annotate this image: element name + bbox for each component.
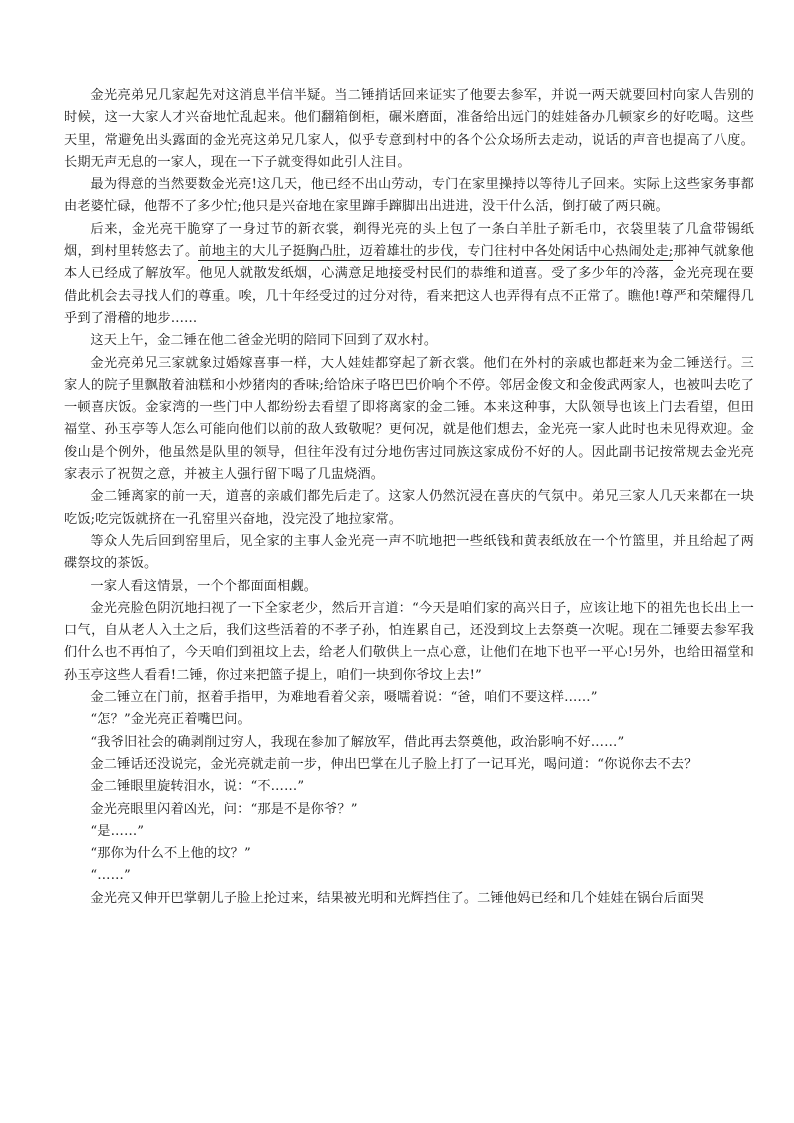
paragraph: 金光亮脸色阴沉地扫视了一下全家老少，然后开言道：“今天是咱们家的高兴日子，应该让地下的祖先也长出上一口气，自从老人入土之后，我们这些活着的不孝子孙，怕连累自己，还没到坟上去祭奠一次呢。现在二锤要去参军我们什么也不再怕了，今天咱们到祖坟上去，给老人们敬供上一点心意，让他们在地下也平一平心!另外，也给田福堂和孙玉亭这些人看看!二锤，你过来把篮子提上，咱们一块到你爷坟上去!”	[64, 600, 754, 683]
paragraph	[64, 219, 754, 330]
paragraph: “怎？”金光亮正着嘴巴问。	[90, 712, 251, 728]
paragraph: 金二锤眼里旋转泪水，说：“不……”	[90, 779, 305, 795]
paragraph: 金二锤立在门前，抠着手指甲，为难地看着父亲，嗫嚅着说：“爸，咱们不要这样……”	[90, 690, 598, 706]
paragraph: 金光亮又伸开巴掌朝儿子脸上抡过来，结果被光明和光辉挡住了。二锤他妈已经和几个娃娃在锅台后面哭	[90, 890, 704, 906]
paragraph: 等众人先后回到窑里后，见全家的主事人金光亮一声不吭地把一些纸钱和黄表纸放在一个竹篮里，并且给起了两碟祭坟的茶饭。	[64, 533, 754, 572]
paragraph: 金光亮弟兄几家起先对这消息半信半疑。当二锤捎话回来证实了他要去参军，并说一两天就要回村向家人告别的时候，这一大家人才兴奋地忙乱起来。他们翻箱倒柜，碾米磨面，准备给出远门的娃娃备办几顿家乡的好吃喝。这些天里，常避免出头露面的金光亮这弟兄几家人，似乎专意到村中的各个公众场所去走动，说话的声音也提高了八度。长期无声无息的一家人，现在一下子就变得如此引人注目。	[64, 88, 754, 170]
paragraph: 金二锤离家的前一天，道喜的亲戚们都先后走了。这家人仍然沉浸在喜庆的气氛中。弟兄三家人几天来都在一块吃饭;吃完饭就挤在一孔窑里兴奋地，没完没了地拉家常。	[64, 489, 754, 527]
paragraph: 最为得意的当然要数金光亮!这几天，他已经不出山劳动，专门在家里操持以等待儿子回来。实际上这些家务事都由老婆忙碌，他帮不了多少忙;他只是兴奋地在家里蹿手蹿脚出出进进，没干什么活，倒打破了两只碗。	[64, 177, 754, 215]
paragraph: 金光亮眼里闪着凶光，问：“那是不是你爷？”	[90, 801, 358, 817]
paragraph: “是……”	[90, 823, 145, 839]
paragraph: “那你为什么不上他的坟？”	[90, 846, 251, 862]
body-text	[64, 85, 754, 910]
paragraph: “我爷旧社会的确剥削过穷人，我现在参加了解放军，借此再去祭奠他，政治影响不好……”	[90, 734, 625, 750]
paragraph: 金二锤话还没说完，金光亮就走前一步，伸出巴掌在儿子脸上打了一记耳光，喝问道：“你说你去不去？	[90, 756, 698, 772]
paragraph: 金光亮弟兄三家就象过婚嫁喜事一样，大人娃娃都穿起了新衣裳。他们在外村的亲戚也都赶来为金二锤送行。三家人的院子里飘散着油糕和小炒猪肉的香味;给饸床子咯巴巴价响个不停。邻居金俊文和金俊武两家人，也被叫去吃了一顿喜庆饭。金家湾的一些门中人都纷纷去看望了即将离家的金二锤。本来这种事，大队领导也该上门去看望，但田福堂、孙玉亭等人怎么可能向他们以前的敌人致敬呢？更何况，就是他们想去，金光亮一家人此时也未见得欢迎。金俊山是个例外，他虽然是队里的领导，但往年没有过分地伤害过同族这家成份不好的人。因此副书记按常规去金光亮家表示了祝贺之意，并被主人强行留下喝了几盅烧酒。	[64, 355, 754, 483]
paragraph: 一家人看这情景，一个个都面面相觑。	[90, 578, 318, 594]
paragraph: “……”	[90, 868, 131, 884]
paragraph-text: 后来，金光亮干脆穿了一身过节的新衣裳，剃得光亮的头上包了一条白羊肚子新毛巾，衣袋里装了几盒带锡纸烟，到村里转悠去了。	[64, 221, 754, 260]
paragraph-text: 那神气就象他本人已经成了解放军。他见人就散发纸烟，心满意足地接受村民们的恭维和道喜。受了多少年的冷落，金光亮现在要借此机会去寻找人们的尊重。唉，几十年经受过的过分对待，看来把这人也弄得有点不正常了。瞧他!尊严和荣耀得几乎到了滑稽的地步……	[64, 244, 755, 326]
underlined-sentence: 前地主的大儿子挺胸凸肚，迈着雄壮的步伐，专门往村中各处闲话中心热闹处走;	[198, 244, 674, 260]
paragraph: 这天上午，金二锤在他二爸金光明的陪同下回到了双水村。	[90, 333, 438, 349]
